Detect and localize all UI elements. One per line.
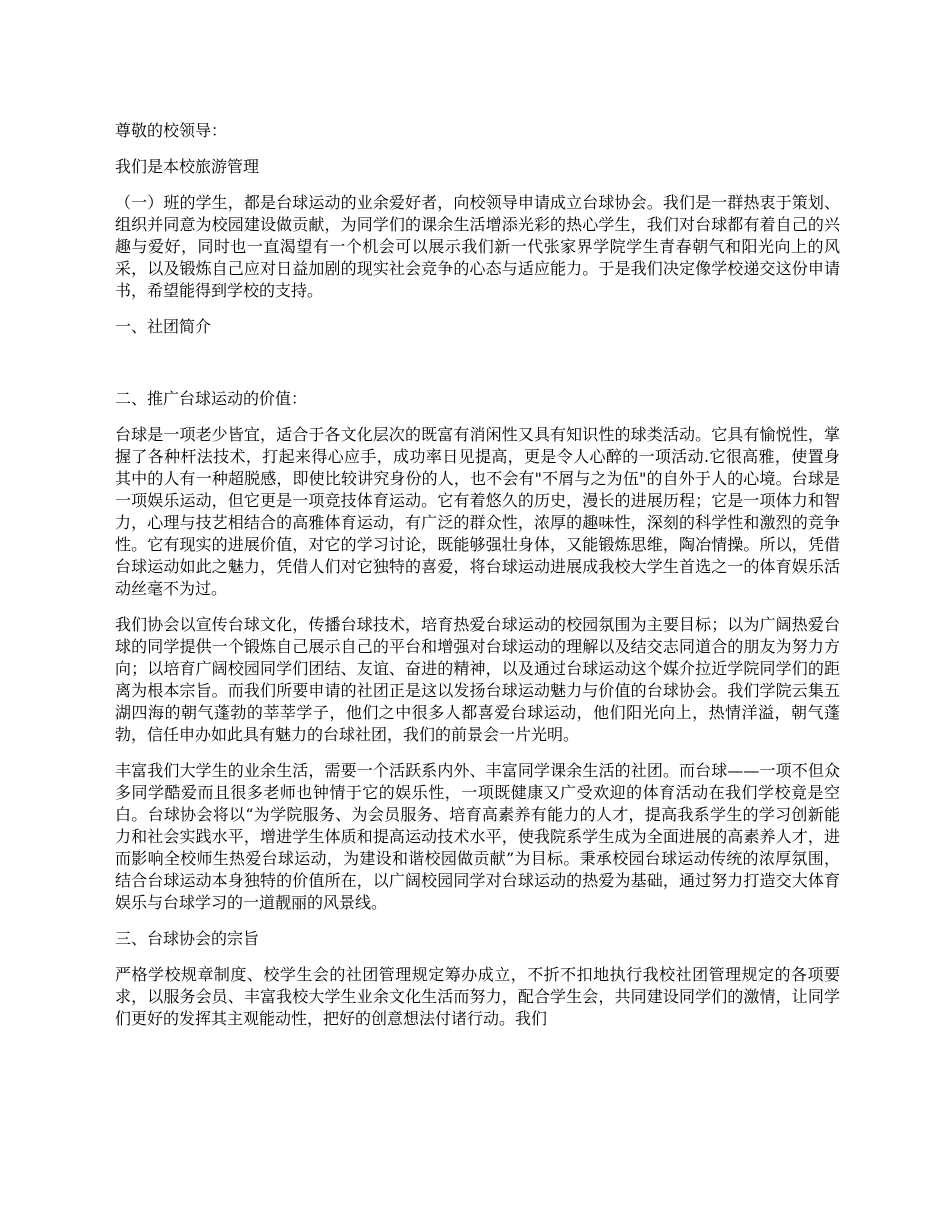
section-heading-intro: 一、社团简介 (115, 317, 212, 336)
salutation: 尊敬的校领导： (115, 121, 228, 140)
section-heading-value: 二、推广台球运动的价值： (115, 389, 308, 408)
paragraph-purpose: 严格学校规章制度、校学生会的社团管理规定筹办成立，不折不扣地执行我校社团管理规定的各项要求，以服务会员、丰富我校大学生业余文化生活而努力，配合学生会，共同建设同学们的激情，让同学们更好的发挥其主观能动性，把好的创意想法付诸行动。我们 (115, 965, 840, 1028)
paragraph-need: 丰富我们大学生的业余生活，需要一个活跃系内外、丰富同学课余生活的社团。而台球——一项不但众多同学酷爱而且很多老师也钟情于它的娱乐性，一项既健康又广受欢迎的体育活动在我们学校竟是空白。台球协会将以“为学院服务、为会员服务、培育高素养有能力的人才，提高我系学生的学习创新能力和社会实践水平，增进学生体质和提高运动技术水平，使我院系学生成为全面进展的高素养人才，进而影响全校师生热爱台球运动，为建设和谐校园做贡献”为目标。秉承校园台球运动传统的浓厚氛围，结合台球运动本身独特的价值所在，以广阔校园同学对台球运动的热爱为基础，通过努力打造交大体育娱乐与台球学习的一道靓丽的风景线。 (115, 761, 840, 912)
paragraph-value: 台球是一项老少皆宜，适合于各文化层次的既富有消闲性又具有知识性的球类活动。它具有愉悦性，掌握了各种杆法技术，打起来得心应手，成功率日见提高，更是令人心醉的一项活动.它很高雅，使置身其中的人有一种超脱感，即使比较讲究身份的人，也不会有"不屑与之为伍"的自外于人的心境。台球是一项娱乐运动，但它更是一项竞技体育运动。它有着悠久的历史，漫长的进展历程；它是一项体力和智力，心理与技艺相结合的高雅体育运动，有广泛的群众性，浓厚的趣味性，深刻的科学性和激烈的竞争性。它有现实的进展价值，对它的学习讨论，既能够强壮身体，又能锻炼思维，陶冶情操。所以，凭借台球运动如此之魅力，凭借人们对它独特的喜爱，将台球运动进展成我校大学生首选之一的体育娱乐活动丝毫不为过。 (115, 425, 840, 598)
intro-paragraph: （一）班的学生，都是台球运动的业余爱好者，向校领导申请成立台球协会。我们是一群热衷于策划、组织并同意为校园建设做贡献，为同学们的课余生活增添光彩的热心学生，我们对台球都有着自己的兴趣与爱好，同时也一直渴望有一个机会可以展示我们新一代张家界学院学生青春朝气和阳光向上的风采，以及锻炼自己应对日益加剧的现实社会竞争的心态与适应能力。于是我们决定像学校递交这份申请书，希望能得到学校的支持。 (115, 193, 840, 300)
section-heading-purpose: 三、台球协会的宗旨 (115, 929, 260, 948)
document-body (115, 120, 840, 1030)
intro-line: 我们是本校旅游管理 (115, 157, 260, 176)
paragraph-goal: 我们协会以宣传台球文化，传播台球技术，培育热爱台球运动的校园氛围为主要目标；以为广阔热爱台球的同学提供一个锻炼自己展示自己的平台和增强对台球运动的理解以及结交志同道合的朋友为努力方向；以培育广阔校园同学们团结、友谊、奋进的精神，以及通过台球运动这个媒介拉近学院同学们的距离为根本宗旨。而我们所要申请的社团正是这以发扬台球运动魅力与价值的台球协会。我们学院云集五湖四海的朝气蓬勃的莘莘学子，他们之中很多人都喜爱台球运动，他们阳光向上，热情洋溢，朝气蓬勃，信任申办如此具有魅力的台球社团，我们的前景会一片光明。 (115, 615, 840, 744)
